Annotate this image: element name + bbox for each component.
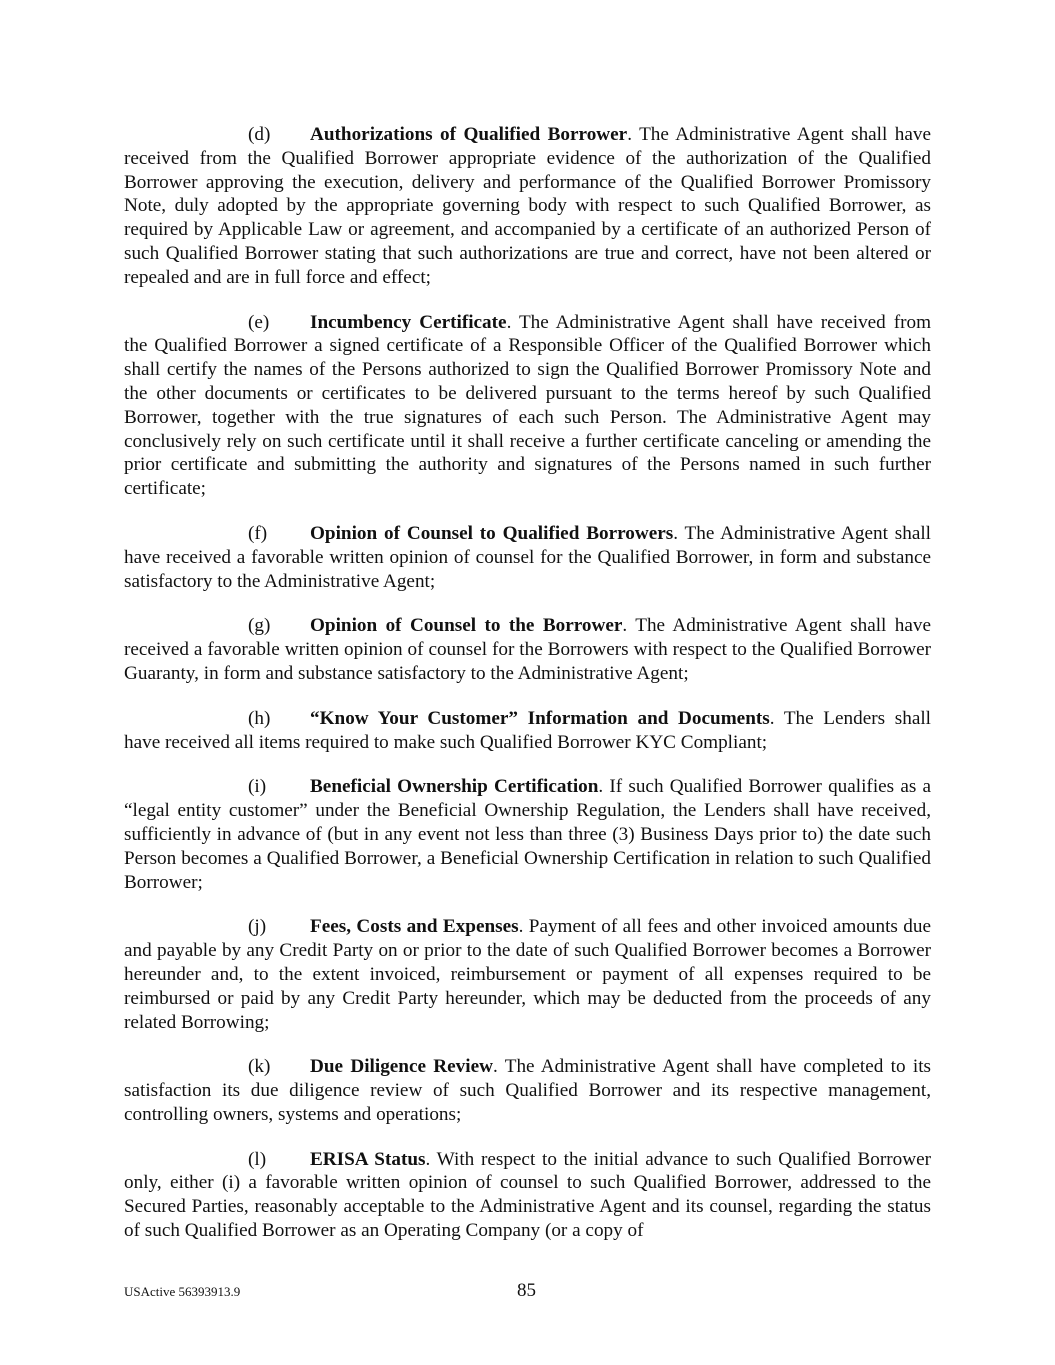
paragraph-body: . Payment of all fees and other invoiced amounts due and payable by any Credit Party on or prior to the date of such Qualified Borrower becomes a Borrower hereunder and, to the extent invoiced, reimbursement or payment of all expenses required to be reimbursed or paid by any Credit Party hereunder, which may be deducted from the proceeds of any related Borrowing; — [124, 916, 931, 1033]
paragraph-k — [124, 1055, 931, 1126]
paragraph-heading: Incumbency Certificate — [310, 311, 507, 333]
paragraph-e — [124, 311, 931, 501]
paragraph-label: (k) — [248, 1056, 271, 1078]
paragraph-d — [124, 123, 931, 290]
paragraph-heading: ERISA Status — [310, 1148, 426, 1170]
paragraph-body: . With respect to the initial advance to such Qualified Borrower only, either (i) a favorable written opinion of counsel to such Qualified Borrower, addressed to the Secured Parties, reasonably acceptable to the Administrative Agent and its counsel, regarding the status of such Qualified Borrower as an Operating Company (or a copy of — [124, 1148, 931, 1242]
paragraph-heading: Opinion of Counsel to the Borrower — [310, 615, 623, 637]
paragraph-body: . The Administrative Agent shall have received from the Qualified Borrower appropriate evidence of the authorization of the Qualified Borrower approving the execution, delivery and performance of the Qualified Borrower Promissory Note, duly adopted by the appropriate governing body with respect to such Qualified Borrower, as required by Applicable Law or agreement, and accompanied by a certificate of an authorized Person of such Qualified Borrower stating that such authorizations are true and correct, have not been altered or repealed and are in full force and effect; — [124, 124, 931, 288]
paragraph-heading: Authorizations of Qualified Borrower — [310, 124, 628, 145]
paragraph-label: (d) — [248, 124, 271, 145]
paragraph-h — [124, 707, 931, 755]
paragraph-body: . The Administrative Agent shall have received from the Qualified Borrower a signed certificate of a Responsible Officer of the Qualified Borrower which shall certify the names of the Persons authorized to sign the Qualified Borrower Promissory Note and the other documents or certificates to be delivered pursuant to the terms hereof by such Qualified Borrower, together with the true signatures of each such Person. The Administrative Agent may conclusively rely on such certificate until it shall receive a further certificate canceling or amending the prior certificate and submitting the authority and signatures of the Persons named in such further certificate; — [124, 311, 932, 500]
paragraph-j — [124, 915, 931, 1034]
paragraph-g — [124, 614, 931, 685]
paragraph-label: (l) — [248, 1148, 267, 1170]
paragraph-label: (i) — [248, 776, 267, 798]
paragraph-heading: “Know Your Customer” Information and Documents — [310, 707, 770, 729]
page-number: 85 — [517, 1280, 536, 1301]
paragraph-label: (e) — [248, 311, 270, 333]
paragraph-l — [124, 1148, 931, 1243]
paragraph-heading: Beneficial Ownership Certification — [310, 776, 599, 798]
paragraph-body: . The Administrative Agent shall have received a favorable written opinion of counsel for the Borrowers with respect to the Qualified Borrower Guaranty, in form and substance satisfactory to the Administrative Agent; — [124, 615, 931, 684]
paragraph-heading: Due Diligence Review — [310, 1056, 493, 1078]
paragraph-body: . The Administrative Agent shall have completed to its satisfaction its due diligence review of such Qualified Borrower and its respective management, controlling owners, systems and operations; — [124, 1056, 931, 1125]
paragraph-label: (f) — [248, 522, 268, 544]
paragraph-f — [124, 522, 931, 593]
paragraph-body: . The Administrative Agent shall have received a favorable written opinion of counsel for the Qualified Borrower, in form and substance satisfactory to the Administrative Agent; — [124, 522, 931, 592]
footer-document-id: USActive 56393913.9 — [124, 1284, 241, 1299]
paragraph-heading: Opinion of Counsel to Qualified Borrowers — [310, 522, 674, 544]
paragraph-label: (j) — [248, 916, 267, 938]
paragraph-i — [124, 775, 931, 894]
paragraph-heading: Fees, Costs and Expenses — [310, 916, 519, 938]
paragraph-body: . The Lenders shall have received all items required to make such Qualified Borrower KYC Compliant; — [124, 707, 931, 753]
paragraph-label: (h) — [248, 707, 271, 729]
paragraph-label: (g) — [248, 615, 271, 637]
paragraph-body: . If such Qualified Borrower qualifies as a “legal entity customer” under the Beneficial Ownership Regulation, the Lenders shall have received, sufficiently in advance of (but in any event not less than three (3) Business Days prior to) the date such Person becomes a Qualified Borrower, a Beneficial Ownership Certification in relation to such Qualified Borrower; — [124, 776, 932, 893]
document-body — [124, 123, 931, 1264]
